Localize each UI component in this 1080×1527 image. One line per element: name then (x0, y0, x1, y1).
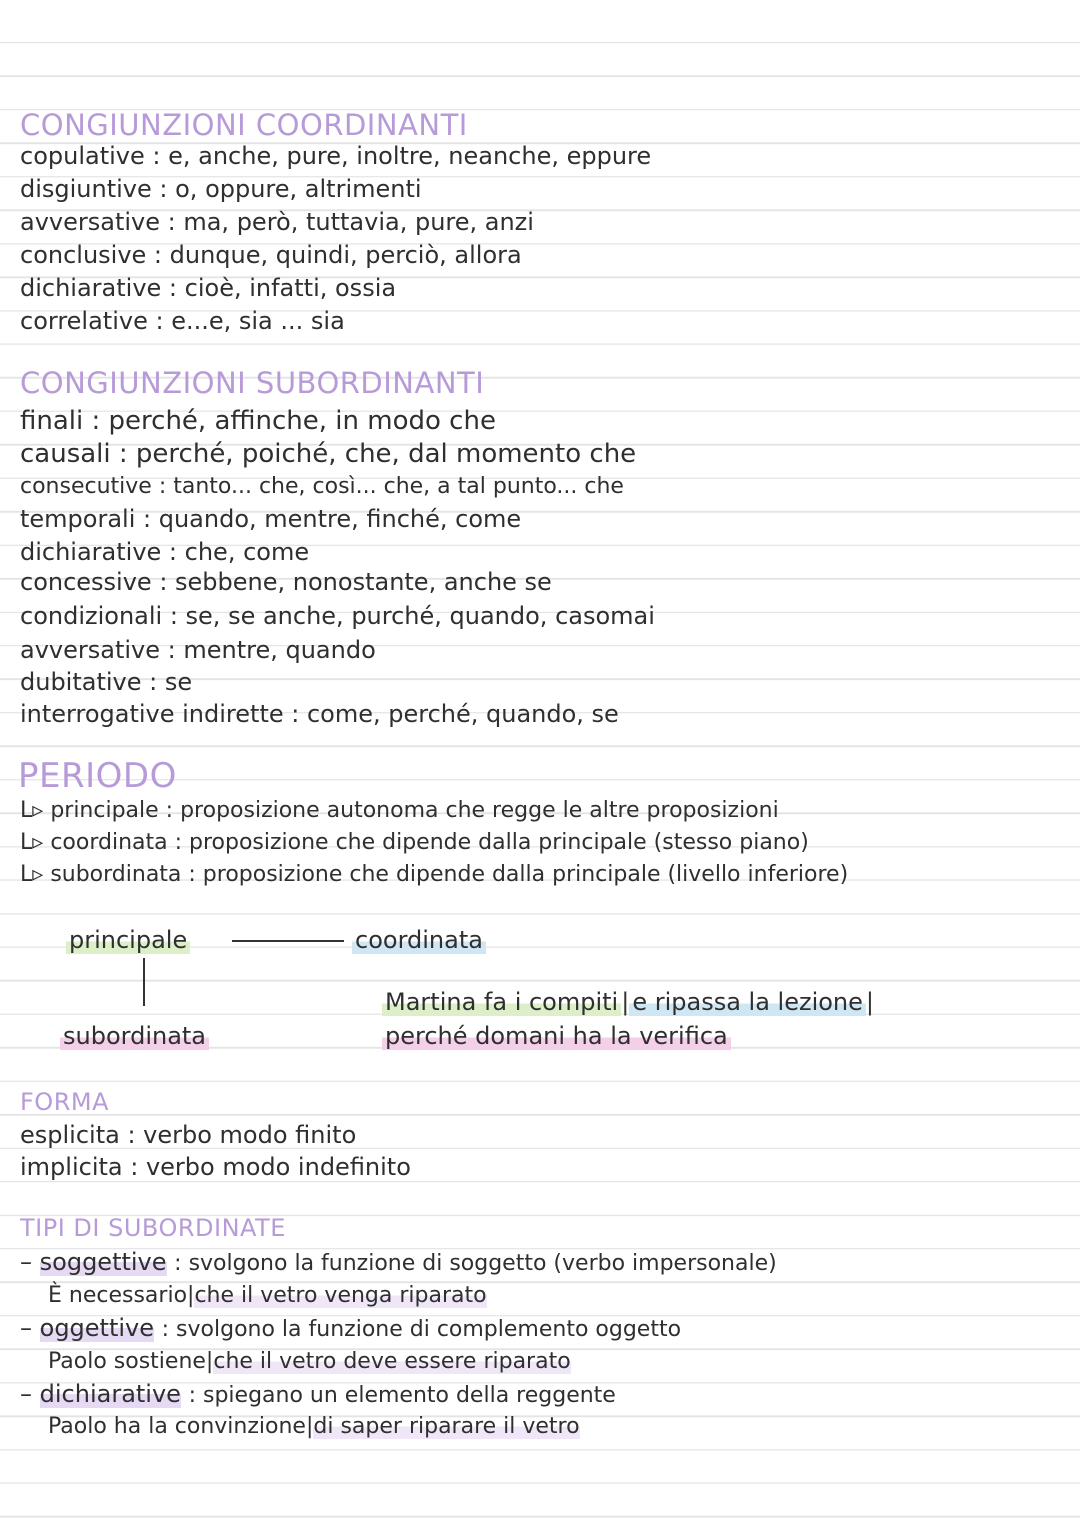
coordinanti-line: copulative : e, anche, pure, inoltre, neanche, eppure (20, 142, 652, 170)
diagram-coordinata: coordinata (352, 926, 486, 954)
tipo-oggettive: – oggettive : svolgono la funzione di complemento oggetto (20, 1314, 682, 1342)
forma-line: esplicita : verbo modo finito (20, 1121, 357, 1149)
forma-line: implicita : verbo modo indefinito (20, 1153, 411, 1181)
subordinanti-line: interrogative indirette : come, perché, quando, se (20, 700, 619, 728)
subordinanti-line: consecutive : tanto... che, così... che, a tal punto... che (20, 474, 624, 499)
subordinanti-line: temporali : quando, mentre, finché, come (20, 505, 522, 533)
tipi-title: TIPI DI SUBORDINATE (20, 1214, 286, 1242)
diagram-example-line2: perché domani ha la verifica (382, 1022, 731, 1050)
subordinanti-line: dubitative : se (20, 668, 193, 696)
subordinanti-line: condizionali : se, se anche, purché, quando, casomai (20, 602, 655, 630)
subordinanti-line: finali : perché, affinche, in modo che (20, 406, 496, 436)
diagram-connector-horizontal (232, 940, 344, 942)
subordinanti-title: CONGIUNZIONI SUBORDINANTI (20, 366, 485, 400)
diagram-example-line1: Martina fa i compiti | e ripassa la lezione | (382, 988, 874, 1016)
subordinanti-line: avversative : mentre, quando (20, 636, 376, 664)
tipo-dichiarative-example: Paolo ha la convinzione|di saper riparare il vetro (48, 1414, 580, 1439)
subordinanti-line: causali : perché, poiché, che, dal momento che (20, 439, 637, 469)
periodo-item-text: subordinata : proposizione che dipende dalla principale (livello inferiore) (50, 862, 849, 887)
tipo-dichiarative: – dichiarative : spiegano un elemento della reggente (20, 1380, 616, 1408)
diagram-subordinata: subordinata (60, 1022, 209, 1050)
arrow-icon: L▹ (20, 862, 44, 887)
forma-title: FORMA (20, 1088, 109, 1116)
coordinanti-line: conclusive : dunque, quindi, perciò, allora (20, 241, 522, 269)
periodo-item-text: coordinata : proposizione che dipende dalla principale (stesso piano) (50, 830, 809, 855)
coordinanti-line: correlative : e...e, sia ... sia (20, 307, 345, 335)
arrow-icon: L▹ (20, 798, 44, 823)
tipo-soggettive-example: È necessario|che il vetro venga riparato (48, 1283, 487, 1308)
arrow-icon: L▹ (20, 830, 44, 855)
coordinanti-title: CONGIUNZIONI COORDINANTI (20, 108, 468, 142)
periodo-item-coordinata (20, 830, 809, 855)
coordinanti-line: dichiarative : cioè, infatti, ossia (20, 274, 397, 302)
tipo-soggettive: – soggettive : svolgono la funzione di soggetto (verbo impersonale) (20, 1248, 777, 1276)
diagram-principale: principale (66, 926, 190, 954)
tipo-oggettive-example: Paolo sostiene|che il vetro deve essere riparato (48, 1349, 571, 1374)
subordinanti-line: dichiarative : che, come (20, 538, 310, 566)
periodo-item-principale (20, 798, 779, 823)
subordinanti-line: concessive : sebbene, nonostante, anche se (20, 568, 552, 596)
periodo-title: PERIODO (18, 756, 177, 796)
coordinanti-line: avversative : ma, però, tuttavia, pure, anzi (20, 208, 534, 236)
diagram-connector-vertical (143, 958, 145, 1006)
periodo-item-subordinata (20, 862, 848, 887)
coordinanti-line: disgiuntive : o, oppure, altrimenti (20, 175, 422, 203)
periodo-item-text: principale : proposizione autonoma che regge le altre proposizioni (50, 798, 779, 823)
